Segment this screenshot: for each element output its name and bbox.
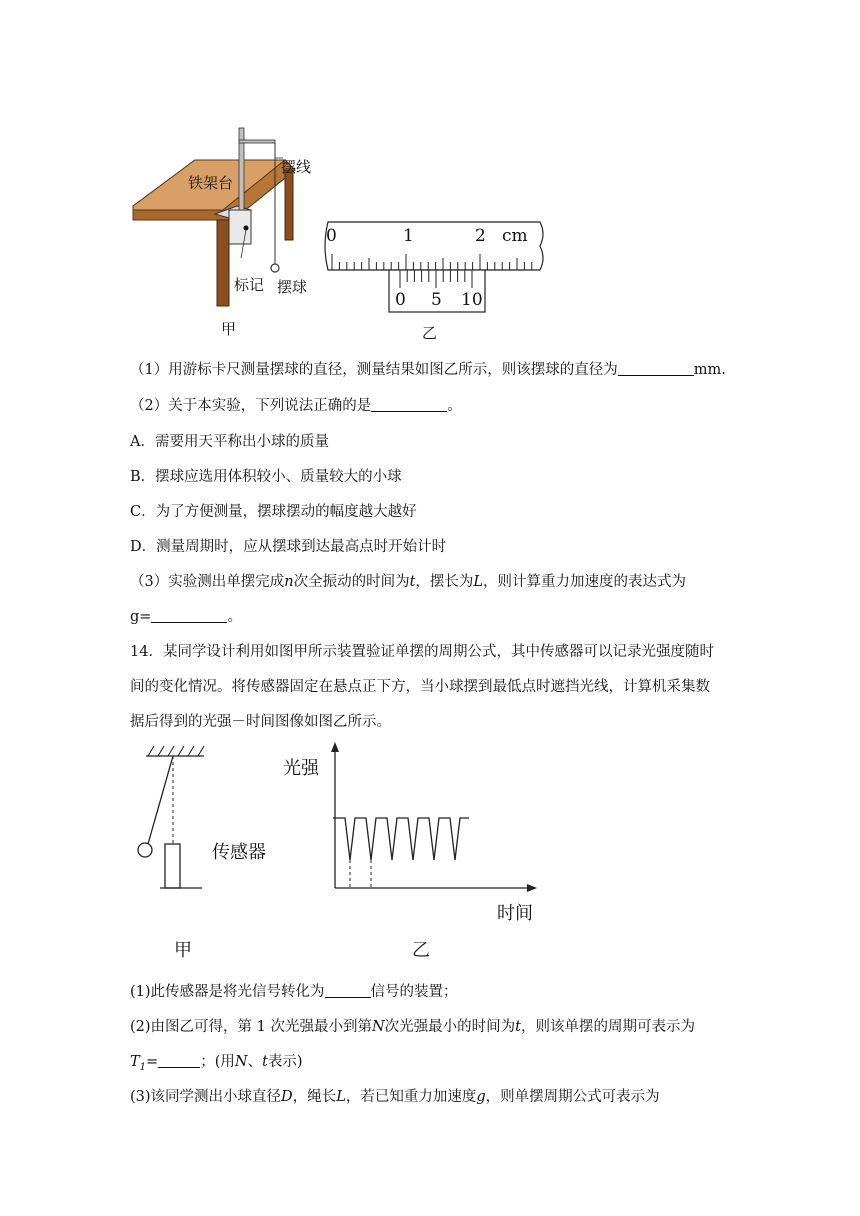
figure2-caption-jia: 甲 xyxy=(174,940,192,961)
figure1-caption-jia: 甲 xyxy=(221,320,237,338)
label-bob: 摆球 xyxy=(277,278,308,296)
q13-part2 xyxy=(130,396,462,416)
q14-part3 xyxy=(130,1087,660,1107)
q14-var-N: N xyxy=(371,1019,385,1035)
q14-part1-blank[interactable] xyxy=(325,983,371,998)
q13-part3-b: 次全振动的时间为 xyxy=(293,574,410,590)
figure2-caption-yi: 乙 xyxy=(412,940,430,961)
q13-option-c: C．为了方便测量，摆球摆动的幅度越大越好 xyxy=(130,504,417,520)
q14-var-L: L xyxy=(336,1089,346,1105)
q14-var-T: T xyxy=(130,1054,140,1070)
q13-option-a: A．需要用天平称出小球的质量 xyxy=(130,434,329,450)
q13-var-L: L xyxy=(473,574,484,590)
figure-pendulum-setup xyxy=(125,118,325,340)
q14-var-t: t xyxy=(515,1019,521,1035)
q14-part1-b: 信号的装置； xyxy=(370,984,458,1000)
label-mark: 标记 xyxy=(234,276,265,294)
q14-part2-blank[interactable] xyxy=(158,1053,200,1068)
q14-part2-b: 次光强最小的时间为 xyxy=(384,1019,516,1035)
label-thread: 摆线 xyxy=(281,158,312,176)
q13-option-d: D．测量周期时，应从摆球到达最高点时开始计时 xyxy=(130,539,447,555)
q14-part2 xyxy=(130,1017,695,1037)
q14-part2-c: ，则该单摆的周期可表示为 xyxy=(521,1019,695,1035)
caliper-unit: cm xyxy=(502,226,528,246)
caliper-main-2: 2 xyxy=(475,226,486,246)
q13-part1-blank[interactable] xyxy=(618,361,694,376)
q14-part2-e: 、 xyxy=(247,1054,263,1070)
q14-part2-d: ；(用 xyxy=(200,1054,235,1070)
q14-part1 xyxy=(130,982,458,1002)
q13-part2-blank[interactable] xyxy=(371,397,447,412)
q13-var-n: n xyxy=(284,574,294,590)
q14-part2-answer xyxy=(130,1052,303,1078)
label-sensor: 传感器 xyxy=(212,842,266,863)
q13-part1 xyxy=(130,360,726,380)
label-stand: 铁架台 xyxy=(188,174,234,192)
q14-var-N2: N xyxy=(234,1054,248,1070)
caliper-vernier-5: 5 xyxy=(431,290,442,310)
q13-part3-end: 。 xyxy=(227,609,242,625)
q14-var-t2: t xyxy=(262,1054,268,1070)
q14-part3-b: ，绳长 xyxy=(292,1089,337,1105)
figure1-caption-yi: 乙 xyxy=(422,324,438,342)
q14-var-D: D xyxy=(281,1089,293,1105)
q14-intro-line1: 14．某同学设计利用如图甲所示装置验证单摆的周期公式，其中传感器可以记录光强度随时 xyxy=(130,644,714,660)
q14-part2-f: 表示) xyxy=(267,1054,303,1070)
graph-y-label: 光强 xyxy=(283,758,319,779)
q14-part3-a: (3)该同学测出小球直径 xyxy=(130,1089,282,1105)
figure-light-time-graph xyxy=(325,740,545,895)
q14-part2-a: (2)由图乙可得，第 1 次光强最小到第 xyxy=(130,1019,372,1035)
q13-part3 xyxy=(130,572,686,592)
q13-var-t: t xyxy=(409,574,416,590)
figure-pendulum-sensor xyxy=(130,740,250,890)
q14-var-g: g xyxy=(476,1089,486,1105)
q13-part1-text: （1）用游标卡尺测量摆球的直径，测量结果如图乙所示，则该摆球的直径为 xyxy=(130,362,618,378)
q13-g-equals: g= xyxy=(130,609,152,625)
q13-option-b: B．摆球应选用体积较小、质量较大的小球 xyxy=(130,469,402,485)
q14-part1-a: (1)此传感器是将光信号转化为 xyxy=(130,984,325,1000)
q13-part2-text: （2）关于本实验，下列说法正确的是 xyxy=(130,398,372,414)
q14-part3-c: ，若已知重力加速度 xyxy=(345,1089,477,1105)
q14-intro-line2: 间的变化情况。将传感器固定在悬点正下方，当小球摆到最低点时遮挡光线，计算机采集数 xyxy=(130,679,710,695)
caliper-vernier-0: 0 xyxy=(395,290,406,310)
caliper-vernier-10: 10 xyxy=(461,290,483,310)
q14-part3-d: ，则单摆周期公式可表示为 xyxy=(485,1089,660,1105)
q14-intro-line3: 据后得到的光强－时间图像如图乙所示。 xyxy=(130,714,391,730)
q14-var-T-subscript: 1 xyxy=(139,1061,147,1073)
q13-part1-unit: mm. xyxy=(693,362,726,378)
caliper-main-0: 0 xyxy=(326,226,337,246)
q14-equals: = xyxy=(146,1054,159,1070)
q13-part2-end: 。 xyxy=(447,398,462,414)
q13-part3-blank[interactable] xyxy=(151,608,227,623)
q13-part3-a: （3）实验测出单摆完成 xyxy=(130,574,285,590)
q13-part3-answer xyxy=(130,607,242,627)
q13-part3-c: ，摆长为 xyxy=(415,574,474,590)
caliper-main-1: 1 xyxy=(403,226,414,246)
graph-x-label: 时间 xyxy=(497,903,533,924)
q13-part3-d: ，则计算重力加速度的表达式为 xyxy=(483,574,687,590)
